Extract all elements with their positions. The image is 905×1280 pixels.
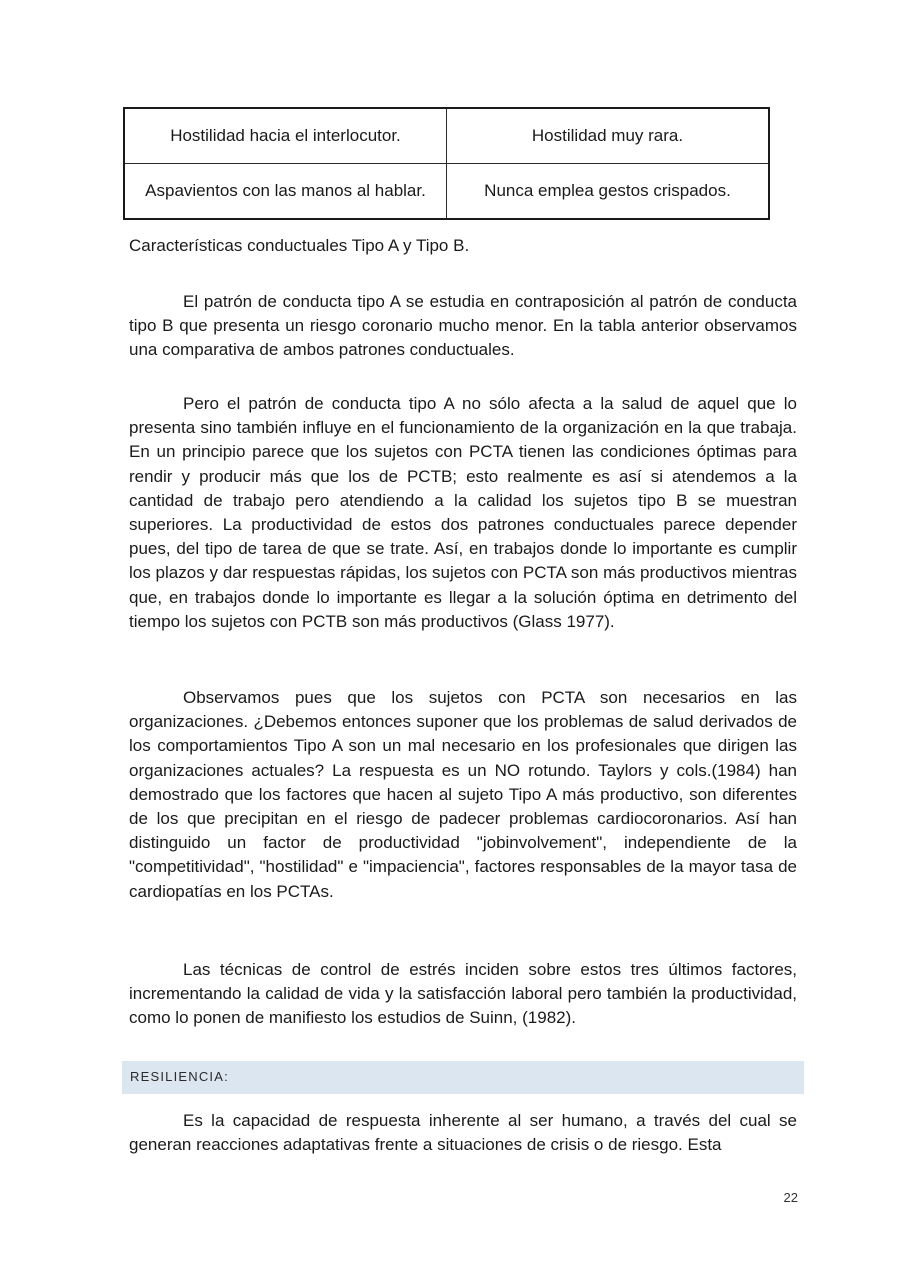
table-row (124, 164, 769, 220)
table-caption: Características conductuales Tipo A y Tipo B. (129, 236, 470, 255)
comparison-table (123, 107, 770, 220)
table-cell-type-b: Hostilidad muy rara. (447, 108, 770, 164)
table-row (124, 108, 769, 164)
section-title: RESILIENCIA: (130, 1069, 229, 1084)
paragraph-2: Pero el patrón de conducta tipo A no sólo afecta a la salud de aquel que lo presenta sino también influye en el funcionamiento de la organización en la que trabaja. En un principio parece que los sujetos con PCTA tienen las condiciones óptimas para rendir y producir más que los de PCTB; esto realmente es así si atendemos a la cantidad de trabajo pero atendiendo a la calidad los sujetos tipo B se muestran superiores. La productividad de estos dos patrones conductuales parece depender pues, del tipo de tarea de que se trate. Así, en trabajos donde lo importante es cumplir los plazos y dar respuestas rápidas, los sujetos con PCTA son más productivos mientras que, en trabajos donde lo importante es llegar a la solución óptima en detrimento del tiempo los sujetos con PCTB son más productivos (Glass 1977). (129, 394, 797, 631)
page-number: 22 (783, 1190, 798, 1205)
paragraph-4: Las técnicas de control de estrés inciden sobre estos tres últimos factores, incrementando la calidad de vida y la satisfacción laboral pero también la productividad, como lo ponen de manifiesto los estudios de Suinn, (1982). (129, 960, 797, 1028)
section-header (122, 1061, 804, 1094)
table-cell-type-b: Nunca emplea gestos crispados. (447, 164, 770, 220)
paragraph-1: El patrón de conducta tipo A se estudia en contraposición al patrón de conducta tipo B que presenta un riesgo coronario mucho menor. En la tabla anterior observamos una comparativa de ambos patrones conductuales. (129, 292, 797, 360)
table-cell-type-a: Hostilidad hacia el interlocutor. (124, 108, 447, 164)
paragraph-5: Es la capacidad de respuesta inherente al ser humano, a través del cual se generan reacciones adaptativas frente a situaciones de crisis o de riesgo. Esta (129, 1111, 797, 1155)
table-cell-type-a: Aspavientos con las manos al hablar. (124, 164, 447, 220)
paragraph-3: Observamos pues que los sujetos con PCTA son necesarios en las organizaciones. ¿Debemos entonces suponer que los problemas de salud derivados de los comportamientos Tipo A son un mal necesario en los profesionales que dirigen las organizaciones actuales? La respuesta es un NO rotundo. Taylors y cols.(1984) han demostrado que los factores que hacen al sujeto Tipo A más productivo, son diferentes de los que precipitan en el riesgo de padecer problemas cardiocoronarios. Así han distinguido un factor de productividad "jobinvolvement", independiente de la "competitividad", "hostilidad" e "impaciencia", factores responsables de la mayor tasa de cardiopatías en los PCTAs. (129, 688, 797, 901)
